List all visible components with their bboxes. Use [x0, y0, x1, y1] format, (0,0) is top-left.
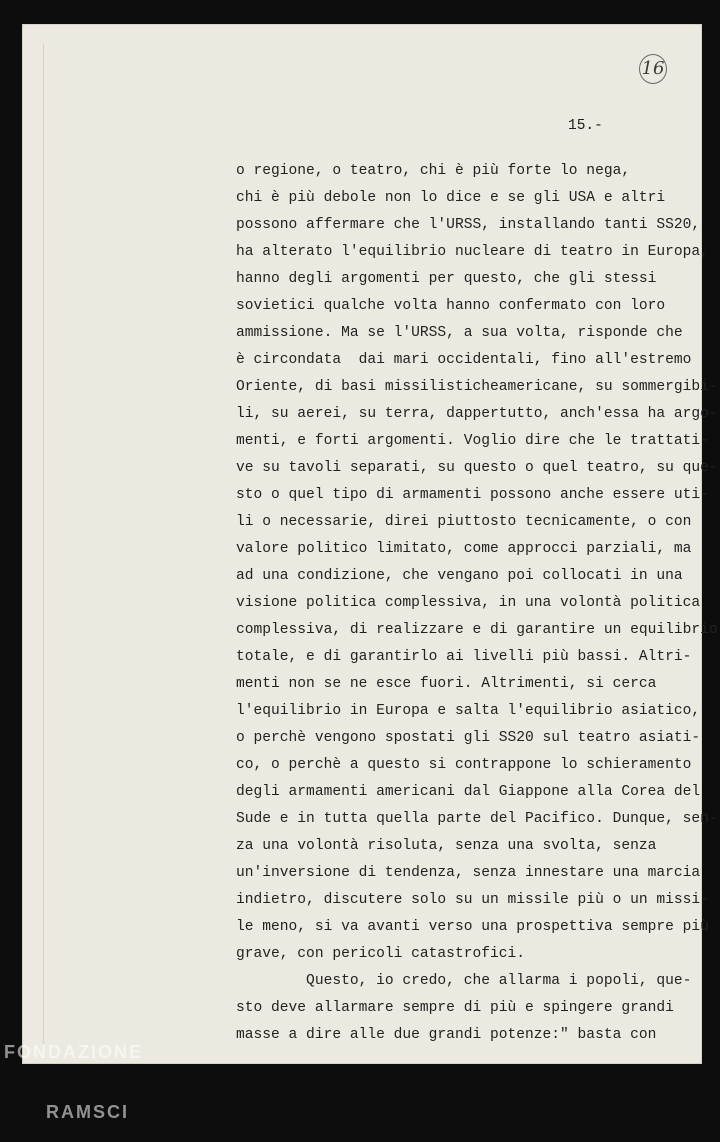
text-line: Questo, io credo, che allarma i popoli, que-	[236, 973, 692, 989]
page-fold-line	[43, 44, 44, 1044]
text-line: chi è più debole non lo dice e se gli USA e altri	[236, 190, 666, 206]
typewritten-text-body	[236, 158, 718, 1049]
text-line: o perchè vengono spostati gli SS20 sul teatro asiati-	[236, 730, 701, 746]
text-line: sto o quel tipo di armamenti possono anche essere uti-	[236, 487, 709, 503]
text-line: totale, e di garantirlo ai livelli più bassi. Altri-	[236, 649, 692, 665]
text-line: menti, e forti argomenti. Voglio dire che le trattati-	[236, 433, 709, 449]
text-line: visione politica complessiva, in una volontà politica	[236, 595, 701, 611]
text-line: li, su aerei, su terra, dappertutto, anch'essa ha argo-	[236, 406, 718, 422]
text-line: valore politico limitato, come approcci parziali, ma	[236, 541, 692, 557]
watermark-line-2: RAMSCI	[46, 1102, 129, 1122]
document-page	[22, 24, 718, 1064]
archive-stamp-number: 16	[639, 54, 667, 84]
text-line: le meno, si va avanti verso una prospettiva sempre più	[236, 919, 709, 935]
text-line: li o necessarie, direi piuttosto tecnicamente, o con	[236, 514, 692, 530]
text-line: ammissione. Ma se l'URSS, a sua volta, risponde che	[236, 325, 683, 341]
text-line: Sude e in tutta quella parte del Pacifico. Dunque, sen-	[236, 811, 718, 827]
text-line: ve su tavoli separati, su questo o quel teatro, su que-	[236, 460, 718, 476]
text-line: un'inversione di tendenza, senza innestare una marcia	[236, 865, 701, 881]
text-line: ad una condizione, che vengano poi collocati in una	[236, 568, 683, 584]
text-line: hanno degli argomenti per questo, che gli stessi	[236, 271, 657, 287]
text-line: ha alterato l'equilibrio nucleare di teatro in Europa,	[236, 244, 709, 260]
watermark-line-1: FONDAZIONE	[4, 1042, 143, 1062]
text-line: è circondata dai mari occidentali, fino all'estremo	[236, 352, 692, 368]
text-line: masse a dire alle due grandi potenze:" basta con	[236, 1027, 657, 1043]
text-line: sovietici qualche volta hanno confermato con loro	[236, 298, 666, 314]
text-line: menti non se ne esce fuori. Altrimenti, si cerca	[236, 676, 657, 692]
text-line: possono affermare che l'URSS, installando tanti SS20,	[236, 217, 701, 233]
text-line: za una volontà risoluta, senza una svolta, senza	[236, 838, 657, 854]
archive-watermark	[4, 1002, 143, 1142]
text-line: o regione, o teatro, chi è più forte lo nega,	[236, 163, 631, 179]
text-line: sto deve allarmare sempre di più e spingere grandi	[236, 1000, 674, 1016]
text-line: degli armamenti americani dal Giappone alla Corea del	[236, 784, 701, 800]
page-number: 15.-	[568, 118, 603, 134]
text-line: l'equilibrio in Europa e salta l'equilibrio asiatico,	[236, 703, 701, 719]
text-line: grave, con pericoli catastrofici.	[236, 946, 526, 962]
text-line: co, o perchè a questo si contrappone lo schieramento	[236, 757, 692, 773]
text-line: complessiva, di realizzare e di garantire un equilibrio	[236, 622, 718, 638]
text-line: indietro, discutere solo su un missile più o un missi-	[236, 892, 709, 908]
text-line: Oriente, di basi missilisticheamericane, su sommergibi-	[236, 379, 718, 395]
